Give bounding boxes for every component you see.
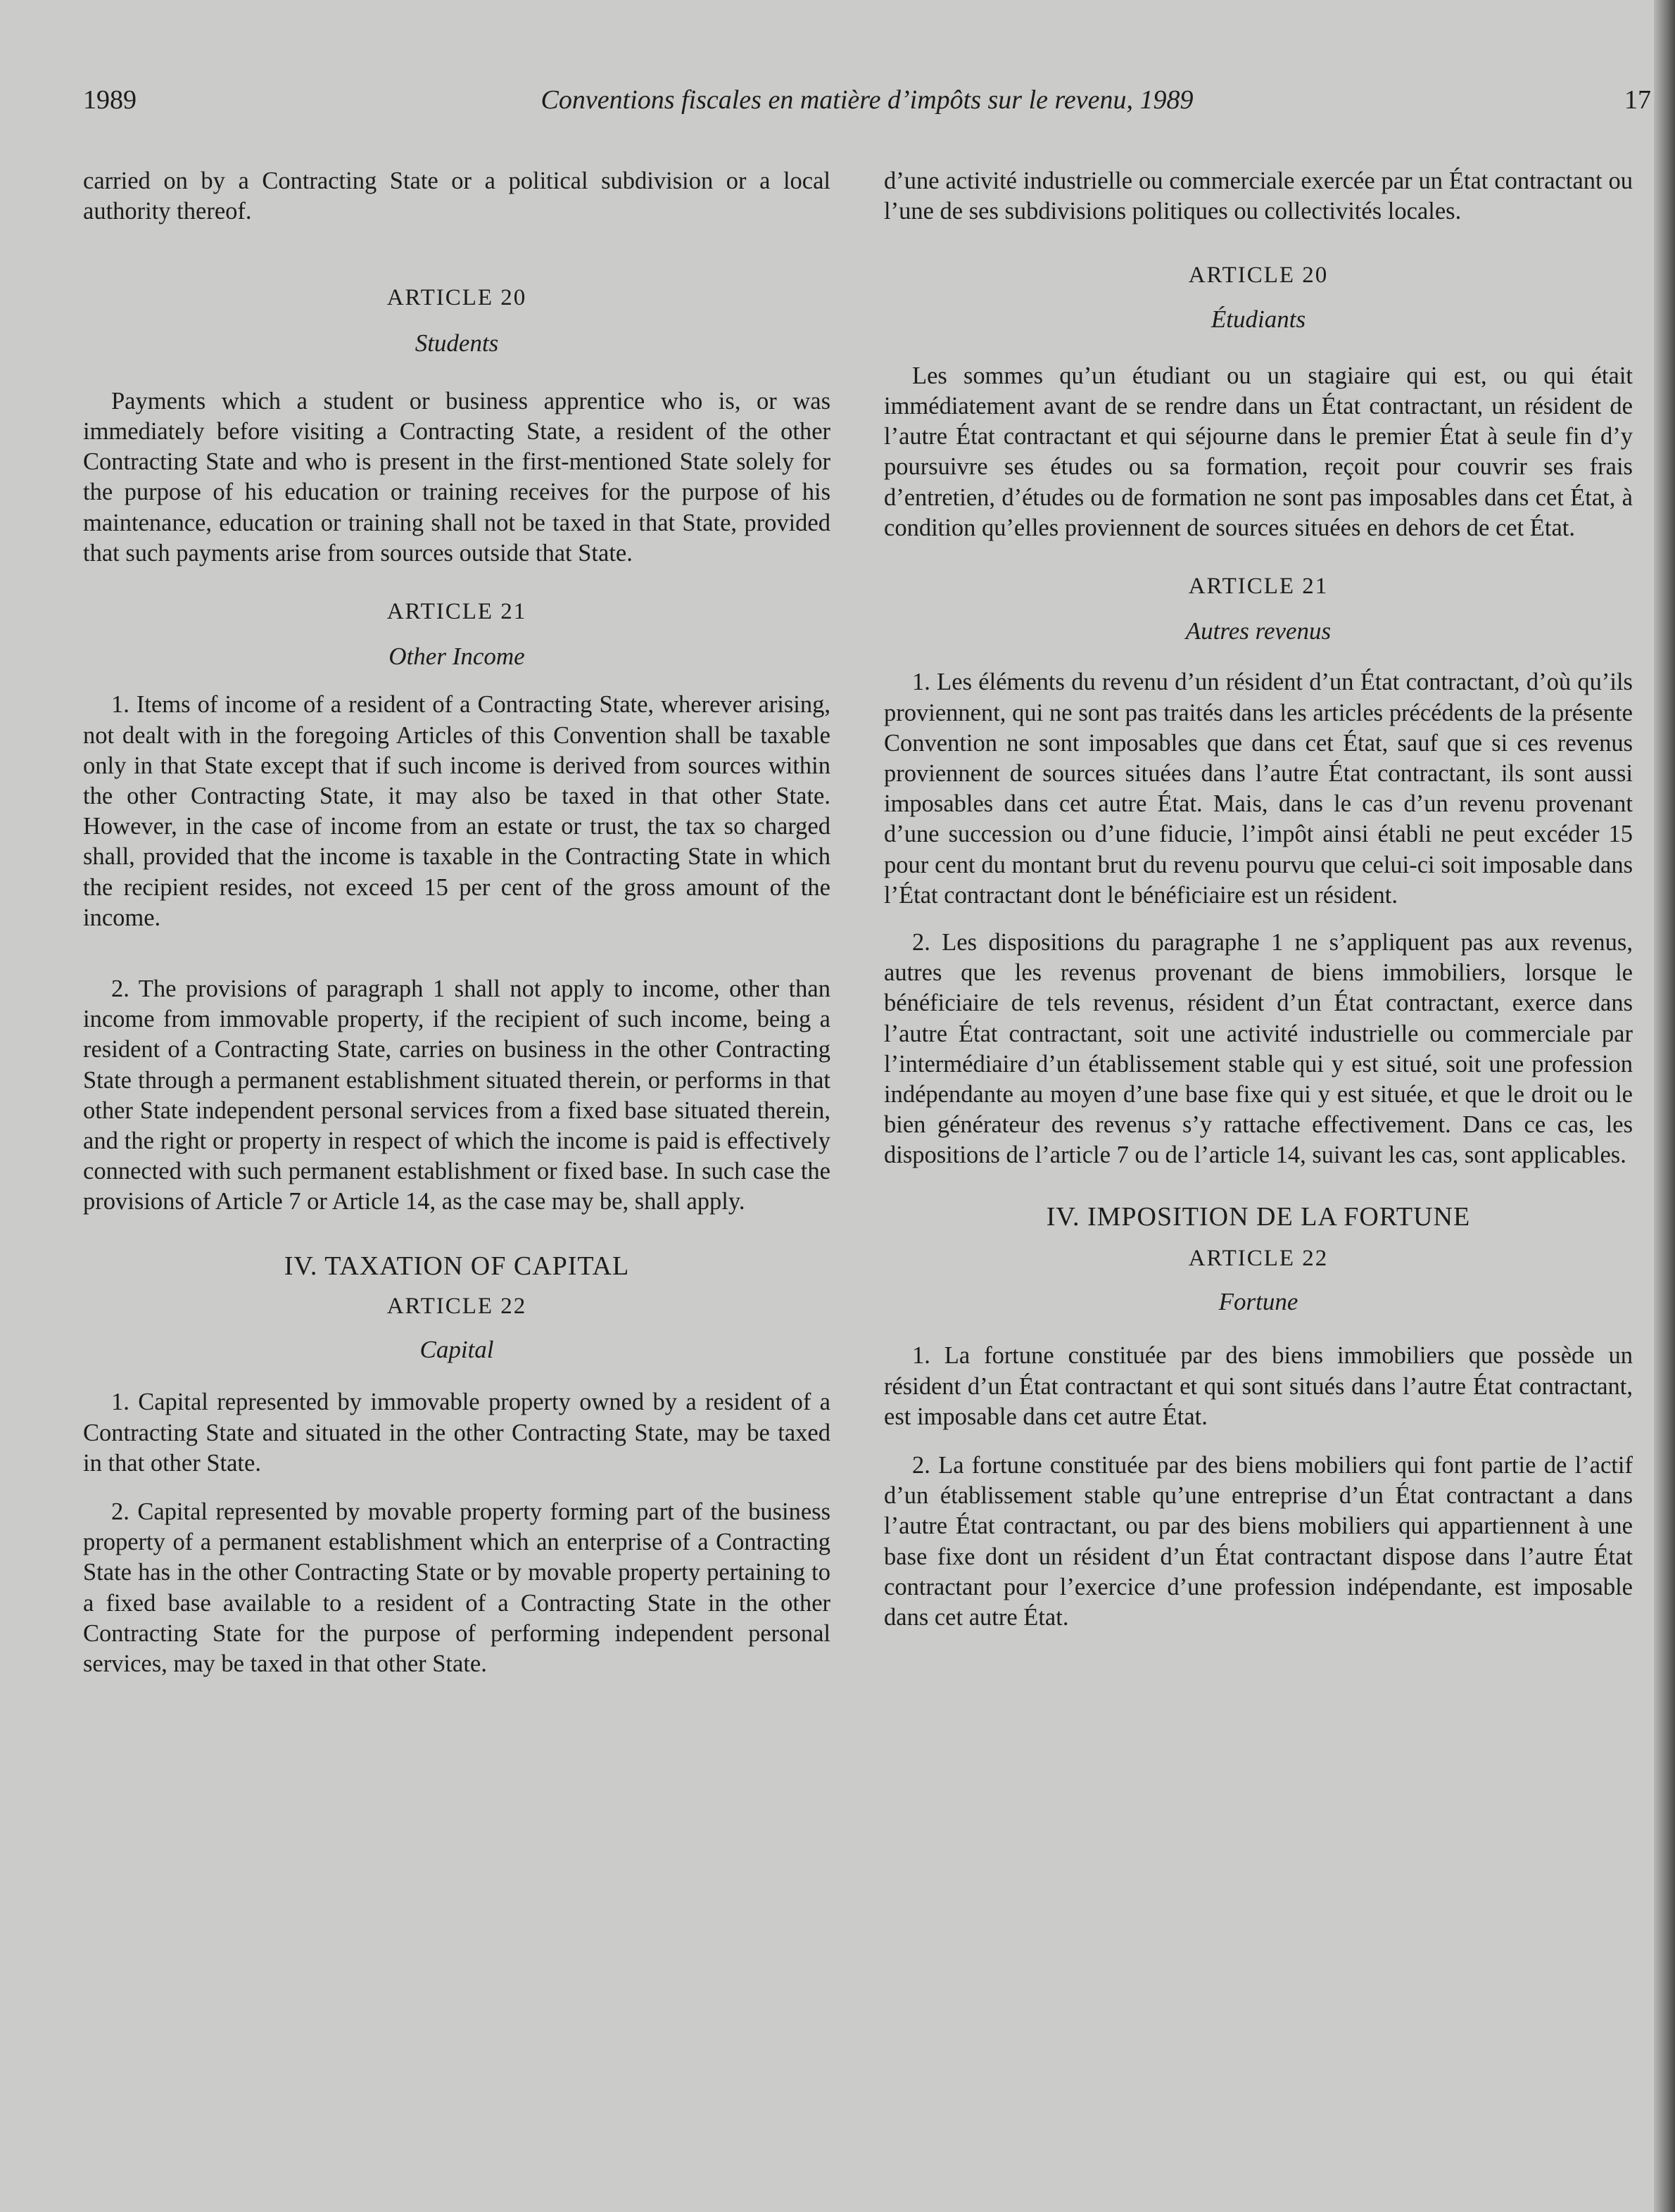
english-column [83, 166, 830, 1679]
running-header [83, 84, 1651, 127]
french-article-22-title: Fortune [1218, 1288, 1298, 1316]
french-article-20-title: Étudiants [1211, 305, 1306, 333]
page-number: 17 [1624, 85, 1651, 115]
french-article-20-text: Les sommes qu’un étudiant ou un stagiaire qui est, ou qui était immédiatement avant de se rendre dans un État contractant, un résident de l’autre État contractant et qui séjourne dans le premier État à seule fin d’y poursuivre ses études ou sa formation, reçoit pour couvrir ses frais d’entretien, d’études ou de formation ne sont pas imposables dans cet État, à condition qu’elles proviennent de sources situées en dehors de cet État. [884, 362, 1633, 541]
french-article-21-heading: ARTICLE 21 [1188, 574, 1329, 600]
english-article-21-para-1: 1. Items of income of a resident of a Contracting State, wherever arising, not dealt with in the foregoing Articles of this Convention shall be taxable only in that State except that if such income is derived from sources within the other Contracting State, it may also be taxed in that other State. However, in the case of income from an estate or trust, the tax so charged shall, provided that the income is taxable in the Contracting State in which the recipient resides, not exceed 15 per cent of the gross amount of the income. [83, 691, 830, 931]
french-intro: d’une activité industrielle ou commerciale exercée par un État contractant ou l’une de ses subdivisions politiques ou collectivités locales. [884, 168, 1633, 225]
english-article-22-title: Capital [419, 1336, 494, 1364]
english-article-20-title: Students [415, 329, 499, 357]
french-column [884, 166, 1633, 1633]
french-article-21-para-2: 2. Les dispositions du paragraphe 1 ne s’appliquent pas aux revenus, autres que les revenus provenant de biens immobiliers, lorsque le bénéficiaire de tels revenus, résident d’un État contractant, exerce dans l’autre État contractant, soit une activité industrielle ou commerciale par l’intermédiaire d’un établissement stable qui y est situé, soit une profession indépendante au moyen d’une base fixe qui y est située, et que le droit ou le bien générateur des revenus s’y rattache effectivement. Dans ce cas, les dispositions de l’article 7 ou de l’article 14, suivant les cas, sont applicables. [884, 929, 1633, 1169]
header-title: Conventions fiscales en matière d’impôts sur le revenu, 1989 [541, 85, 1194, 115]
page-edge-shadow [1654, 0, 1675, 2212]
english-article-21-title: Other Income [388, 643, 525, 671]
english-article-21-heading: ARTICLE 21 [386, 599, 527, 625]
french-article-22-heading: ARTICLE 22 [1188, 1245, 1329, 1271]
english-article-22-heading: ARTICLE 22 [386, 1293, 527, 1319]
french-article-22-para-2: 2. La fortune constituée par des biens mobiliers qui font partie de l’actif d’un établissement stable qu’une entreprise d’un État contractant a dans l’autre État contractant, ou par des biens mobiliers qui appartiennent à une base fixe dont un résident d’un État contractant dispose dans l’autre État contractant pour l’exercice d’une profession indépendante, est imposable dans cet autre État. [884, 1451, 1633, 1631]
english-article-21-para-2: 2. The provisions of paragraph 1 shall not apply to income, other than income from immovable property, if the recipient of such income, being a resident of a Contracting State, carries on business in the other Contracting State through a permanent establishment situated therein, or performs in that other State independent personal services from a fixed base situated therein, and the right or property in respect of which the income is paid is effectively connected with such permanent establishment or fixed base. In such case the provisions of Article 7 or Article 14, as the case may be, shall apply. [83, 975, 830, 1215]
english-article-20-text: Payments which a student or business apprentice who is, or was immediately before visiting a Contracting State, a resident of the other Contracting State and who is present in the first-mentioned State solely for the purpose of his education or training receives for the purpose of his maintenance, education or training shall not be taxed in that State, provided that such payments arise from sources outside that State. [83, 387, 830, 567]
french-section-iv-heading: IV. IMPOSITION DE LA FORTUNE [1046, 1201, 1471, 1232]
french-article-21-title: Autres revenus [1185, 617, 1332, 645]
english-article-22-para-2: 2. Capital represented by movable property forming part of the business property of a permanent establishment which an enterprise of a Contracting State has in the other Contracting State or by movable property pertaining to a fixed base available to a resident of a Contracting State in the other Contracting State for the purpose of performing independent personal services, may be taxed in that other State. [83, 1498, 830, 1677]
french-article-20-heading: ARTICLE 20 [1188, 263, 1329, 289]
english-intro: carried on by a Contracting State or a political subdivision or a local authority thereof. [83, 168, 830, 225]
header-year: 1989 [83, 85, 137, 115]
english-article-20-heading: ARTICLE 20 [386, 285, 527, 311]
english-article-22-para-1: 1. Capital represented by immovable property owned by a resident of a Contracting State and situated in the other Contracting State, may be taxed in that other State. [83, 1389, 830, 1477]
english-section-iv-heading: IV. TAXATION OF CAPITAL [284, 1251, 630, 1281]
french-article-22-para-1: 1. La fortune constituée par des biens immobiliers que possède un résident d’un État contractant et qui sont situés dans l’autre État contractant, est imposable dans cet autre État. [884, 1342, 1633, 1430]
french-article-21-para-1: 1. Les éléments du revenu d’un résident d’un État contractant, d’où qu’ils proviennent, qui ne sont pas traités dans les articles précédents de la présente Convention ne sont imposables que dans cet État, sauf que si ces revenus proviennent de sources situées dans l’autre État contractant, ils sont aussi imposables dans cet autre État. Mais, dans le cas d’un revenu provenant d’une succession ou d’une fiducie, l’impôt ainsi établi ne peut excéder 15 pour cent du montant brut du revenu pourvu que celui-ci soit imposable dans l’État contractant dont le bénéficiaire est un résident. [884, 669, 1633, 909]
